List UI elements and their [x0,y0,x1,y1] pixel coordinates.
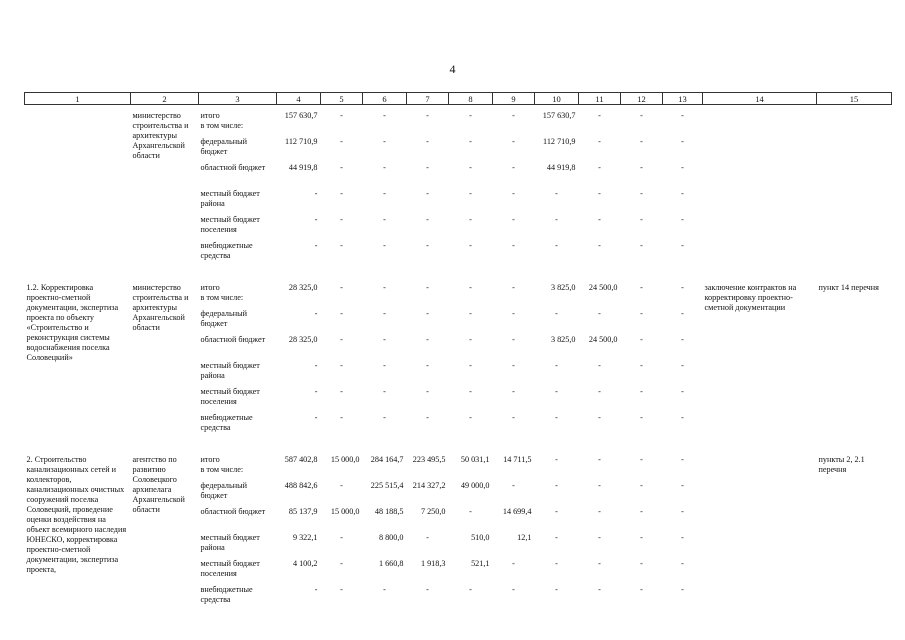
amount-cell: 225 515,4 [370,481,404,490]
amount-cell: - [469,585,472,594]
funding-source: местный бюджет поселения [200,387,260,406]
amount-cell: - [681,585,684,594]
amount-cell: - [640,533,643,542]
column-header-9: 9 [493,93,535,105]
amount-cell: - [555,241,558,250]
table-row [25,105,892,138]
amount-cell: - [469,241,472,250]
header-row [25,93,892,105]
amount-cell: 510,0 [471,533,490,542]
amount-cell: - [383,335,386,344]
list-reference [817,105,892,268]
amount-cell: 24 500,0 [588,283,618,292]
amount-cell: - [314,387,318,396]
amount-cell: - [640,585,643,594]
column-header-7: 7 [407,93,449,105]
amount-cell: - [512,241,515,250]
column-header-11: 11 [579,93,621,105]
amount-cell: - [469,309,472,318]
amount-cell: - [469,413,472,422]
amount-cell: - [512,215,515,224]
funding-source: итого в том числе: [200,111,244,130]
amount-cell: - [340,309,343,318]
amount-cell: - [383,585,386,594]
amount-cell: - [598,455,601,464]
amount-cell: - [340,585,343,594]
amount-cell: - [314,361,318,370]
amount-cell: 48 188,5 [374,507,404,516]
amount-cell: - [512,481,515,490]
amount-cell: - [598,533,601,542]
amount-cell: - [426,361,429,370]
amount-cell: - [426,111,429,120]
amount-cell: - [512,585,515,594]
amount-cell: - [340,361,343,370]
amount-cell: - [681,533,684,542]
amount-cell: - [555,455,558,464]
amount-cell: 521,1 [471,559,490,568]
amount-cell: - [512,309,515,318]
column-header-4: 4 [277,93,321,105]
amount-cell: - [555,481,558,490]
amount-cell: 15 000,0 [330,507,360,516]
column-header-12: 12 [621,93,663,105]
table-body [25,105,892,612]
funding-source: областной бюджет [200,507,266,516]
amount-cell: 24 500,0 [588,335,618,344]
amount-cell: 157 630,7 [284,111,318,120]
amount-cell: - [469,189,472,198]
table-row [25,277,892,309]
executor: министерство строительства и архитектуры Архангельской области [132,283,189,332]
funding-source: областной бюджет [200,335,266,344]
amount-cell: - [426,215,429,224]
amount-cell: - [383,309,386,318]
amount-cell: 49 000,0 [460,481,490,490]
amount-cell: - [598,137,601,146]
amount-cell: 14 699,4 [502,507,532,516]
column-header-13: 13 [663,93,703,105]
amount-cell: - [555,507,558,516]
amount-cell: - [598,507,601,516]
amount-cell: - [314,309,318,318]
amount-cell: - [469,387,472,396]
amount-cell: - [640,361,643,370]
amount-cell: - [681,455,684,464]
column-header-10: 10 [535,93,579,105]
funding-source: итого в том числе: [200,283,244,302]
page-number: 4 [449,62,456,76]
program-table [24,92,892,611]
amount-cell: - [383,361,386,370]
amount-cell: - [314,241,318,250]
amount-cell: - [383,283,386,292]
amount-cell: - [640,455,643,464]
amount-cell: - [598,361,601,370]
amount-cell: 28 325,0 [288,283,318,292]
amount-cell: - [681,559,684,568]
amount-cell: - [512,283,515,292]
amount-cell: - [512,111,515,120]
amount-cell: - [426,585,429,594]
list-reference: пункты 2, 2.1 перечня [818,455,865,474]
amount-cell: - [640,507,643,516]
amount-cell: - [426,163,429,172]
amount-cell: - [340,111,343,120]
funding-source: внебюджетные средства [200,241,253,260]
amount-cell: - [340,189,343,198]
funding-source: внебюджетные средства [200,585,253,604]
amount-cell: - [681,189,684,198]
amount-cell: 8 800,0 [378,533,404,542]
amount-cell: - [340,215,343,224]
executor: агентство по развитию Соловецкого архипелага Архангельской области [132,455,185,514]
amount-cell: - [640,111,643,120]
amount-cell: - [383,413,386,422]
amount-cell: - [681,137,684,146]
amount-cell: - [426,283,429,292]
amount-cell: - [340,387,343,396]
amount-cell: 214 327,2 [412,481,446,490]
amount-cell: 488 842,6 [284,481,318,490]
amount-cell: - [512,335,515,344]
funding-source: местный бюджет поселения [200,215,260,234]
amount-cell: - [555,585,558,594]
amount-cell: - [681,215,684,224]
amount-cell: - [598,481,601,490]
amount-cell: 7 250,0 [420,507,446,516]
column-header-14: 14 [703,93,817,105]
list-reference: пункт 14 перечня [818,283,879,292]
amount-cell: 85 137,9 [288,507,318,516]
amount-cell: - [340,163,343,172]
funding-source: внебюджетные средства [200,413,253,432]
amount-cell: - [555,189,558,198]
amount-cell: - [681,387,684,396]
amount-cell: - [314,585,318,594]
amount-cell: - [555,559,558,568]
funding-source: местный бюджет поселения [200,559,260,578]
amount-cell: - [383,111,386,120]
amount-cell: - [469,163,472,172]
amount-cell: - [640,215,643,224]
amount-cell: - [640,387,643,396]
amount-cell: - [469,507,472,516]
amount-cell: 3 825,0 [550,335,576,344]
executor: министерство строительства и архитектуры Архангельской области [132,111,189,160]
amount-cell: - [598,163,601,172]
amount-cell: - [340,481,343,490]
amount-cell: 44 919,8 [288,163,318,172]
amount-cell: 112 710,9 [285,137,318,146]
amount-cell: 15 000,0 [330,455,360,464]
measure-name: 2. Строительство канализационных сетей и коллекторов, канализационных очистных сооружений поселка Соловецкий, проведение оценки воздействия на объект всемирного наследия ЮНЕСКО, корректировка проектно-сметной документации, экспертиза проекта, [26,455,127,574]
amount-cell: - [598,387,601,396]
amount-cell: - [512,413,515,422]
measure-name [25,105,131,268]
amount-cell: 28 325,0 [288,335,318,344]
amount-cell: 9 322,1 [292,533,318,542]
amount-cell: - [340,413,343,422]
amount-cell: - [640,189,643,198]
amount-cell: - [555,387,558,396]
column-header-3: 3 [199,93,277,105]
amount-cell: - [555,309,558,318]
amount-cell: - [598,241,601,250]
amount-cell: - [555,413,558,422]
amount-cell: 44 919,8 [546,163,576,172]
amount-cell: - [555,533,558,542]
amount-cell: 284 164,7 [370,455,404,464]
funding-source: местный бюджет района [200,533,260,552]
amount-cell: - [383,163,386,172]
amount-cell: - [314,215,318,224]
amount-cell: - [383,387,386,396]
amount-cell: - [681,283,684,292]
funding-source: областной бюджет [200,163,266,172]
expected-result [703,449,817,611]
amount-cell: - [340,559,343,568]
amount-cell: - [469,111,472,120]
amount-cell: - [598,215,601,224]
measure-name: 1.2. Корректировка проектно-сметной документации, экспертиза проекта по объекту «Строительство и реконструкция системы водоснабжения поселка Соловецкий» [26,283,119,362]
amount-cell: - [681,111,684,120]
amount-cell: - [314,413,318,422]
table-row [25,449,892,481]
amount-cell: - [426,335,429,344]
amount-cell: - [640,137,643,146]
column-header-5: 5 [321,93,363,105]
funding-source: местный бюджет района [200,361,260,380]
amount-cell: - [512,189,515,198]
column-header-8: 8 [449,93,493,105]
amount-cell: - [512,163,515,172]
amount-cell: - [555,215,558,224]
amount-cell: - [426,241,429,250]
amount-cell: - [426,309,429,318]
amount-cell: 4 100,2 [292,559,318,568]
amount-cell: 14 711,5 [503,455,532,464]
column-header-2: 2 [131,93,199,105]
amount-cell: - [426,387,429,396]
amount-cell: - [469,215,472,224]
amount-cell: 223 495,5 [412,455,446,464]
amount-cell: - [426,137,429,146]
column-header-1: 1 [25,93,131,105]
amount-cell: - [598,189,601,198]
expected-result: заключение контрактов на корректировку проектно-сметной документации [704,283,797,312]
amount-cell: - [640,309,643,318]
amount-cell: - [340,533,343,542]
amount-cell: 12,1 [517,533,532,542]
amount-cell: 1 918,3 [420,559,446,568]
amount-cell: - [512,387,515,396]
amount-cell: - [383,137,386,146]
amount-cell: - [512,361,515,370]
amount-cell: - [598,111,601,120]
amount-cell: - [512,137,515,146]
amount-cell: 112 710,9 [543,137,576,146]
amount-cell: - [681,413,684,422]
funding-source: федеральный бюджет [200,309,248,328]
amount-cell: - [598,309,601,318]
amount-cell: - [555,361,558,370]
amount-cell: - [426,189,429,198]
amount-cell: - [469,137,472,146]
amount-cell: - [681,241,684,250]
amount-cell: - [598,585,601,594]
amount-cell: 1 660,8 [378,559,404,568]
amount-cell: - [340,283,343,292]
amount-cell: - [681,361,684,370]
amount-cell: 157 630,7 [542,111,576,120]
amount-cell: - [640,481,643,490]
amount-cell: - [640,335,643,344]
amount-cell: - [598,559,601,568]
amount-cell: - [512,559,515,568]
amount-cell: - [681,335,684,344]
amount-cell: - [681,481,684,490]
amount-cell: - [314,189,318,198]
column-header-6: 6 [363,93,407,105]
amount-cell: - [383,241,386,250]
amount-cell: - [640,413,643,422]
amount-cell: - [340,241,343,250]
amount-cell: - [681,309,684,318]
amount-cell: - [426,413,429,422]
amount-cell: - [681,507,684,516]
amount-cell: - [469,335,472,344]
amount-cell: - [340,335,343,344]
funding-source: федеральный бюджет [200,137,248,156]
amount-cell: - [383,215,386,224]
amount-cell: - [469,361,472,370]
amount-cell: - [340,137,343,146]
amount-cell: 50 031,1 [460,455,490,464]
amount-cell: 3 825,0 [550,283,576,292]
amount-cell: - [383,189,386,198]
column-header-15: 15 [817,93,892,105]
amount-cell: - [426,533,429,542]
amount-cell: - [469,283,472,292]
amount-cell: - [640,241,643,250]
expected-result [703,105,817,268]
funding-source: итого в том числе: [200,455,244,474]
amount-cell: 587 402,8 [284,455,318,464]
funding-source: федеральный бюджет [200,481,248,500]
amount-cell: - [640,163,643,172]
amount-cell: - [681,163,684,172]
amount-cell: - [598,413,601,422]
funding-source: местный бюджет района [200,189,260,208]
amount-cell: - [640,559,643,568]
amount-cell: - [640,283,643,292]
